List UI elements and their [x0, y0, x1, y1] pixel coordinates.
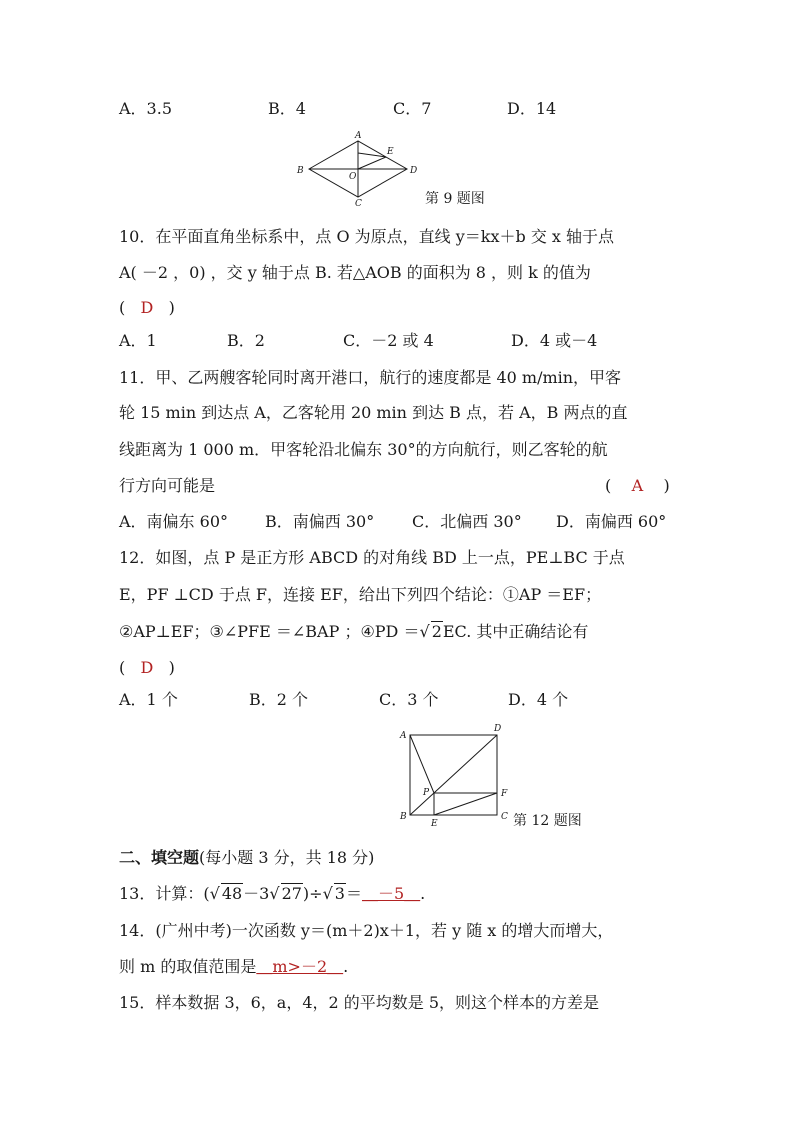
q12-figure-caption: 第 12 题图 [513, 813, 582, 829]
q15-line-1: 15．样本数据 3，6，a，4，2 的平均数是 5，则这个样本的方差是 [119, 993, 600, 1012]
q13-root-3: 3 [334, 884, 345, 903]
q11-answer-bracket [605, 476, 670, 496]
q13-mid: －3 [243, 884, 270, 903]
q12-label-f: F [501, 789, 508, 799]
q12-answer: D [140, 658, 154, 677]
q11-bracket-close: ) [663, 476, 670, 495]
q12-square-figure [396, 720, 516, 830]
q14-answer: ＿m>－2＿ [256, 957, 344, 976]
q14-line-1: 14．(广州中考)一次函数 y＝(m＋2)x＋1，若 y 随 x 的增大而增大， [119, 921, 614, 940]
q10-option-b: B．2 [227, 331, 265, 350]
q12-option-b: B．2 个 [249, 690, 309, 709]
q14-line-2-pre: 则 m 的取值范围是 [119, 957, 257, 976]
section2-title: 二、填空题 [119, 848, 200, 867]
q13-prefix: 13．计算：( [119, 884, 210, 903]
q10-option-d: D．4 或－4 [511, 331, 598, 350]
q14-end: . [343, 957, 349, 976]
q12-line-3-post: EC. 其中正确结论有 [442, 622, 589, 641]
q13-answer: ＿－5＿ [361, 884, 421, 903]
q10-answer: D [140, 298, 154, 317]
q11-bracket-open: ( [605, 476, 612, 495]
q12-label-a: A [400, 731, 407, 741]
q11-answer: A [631, 476, 644, 495]
q11-option-d: D．南偏西 60° [556, 512, 667, 531]
q9-label-e: E [387, 147, 394, 157]
q11-option-c: C．北偏西 30° [412, 512, 522, 531]
q13-div: )÷ [302, 884, 323, 903]
q9-label-o: O [349, 172, 357, 182]
q12-option-c: C．3 个 [379, 690, 439, 709]
q9-option-a: A．3.5 [119, 99, 173, 118]
q13-root-2: 27 [281, 884, 302, 903]
q12-option-a: A．1 个 [119, 690, 178, 709]
q10-line-1: 10．在平面直角坐标系中，点 O 为原点，直线 y＝kx＋b 交 x 轴于点 [119, 227, 615, 246]
q12-label-d: D [494, 724, 502, 734]
section2-heading [119, 848, 374, 868]
q14-line-2 [119, 957, 348, 977]
q12-line-3-pre: ②AP⊥EF；③∠PFE ＝∠BAP ；④PD ＝ [119, 622, 420, 641]
q9-rhombus-figure [292, 128, 422, 208]
q12-line-3 [119, 622, 588, 642]
q12-line-1: 12．如图，点 P 是正方形 ABCD 的对角线 BD 上一点，PE⊥BC 于点 [119, 548, 625, 567]
q9-option-c: C．7 [393, 99, 432, 118]
q12-bracket-open: ( [119, 658, 126, 677]
q10-option-a: A．1 [119, 331, 157, 350]
q9-figure-caption: 第 9 题图 [425, 191, 485, 207]
q10-answer-bracket [119, 298, 175, 318]
q12-label-b: B [400, 812, 407, 822]
q12-bracket-close: ) [168, 658, 175, 677]
q13-line: 13．计算：(√ 48－3√ 27)÷√ 3＝＿－5＿. [119, 884, 426, 903]
q12-sqrt-value: 2 [431, 622, 442, 641]
section2-note: (每小题 3 分，共 18 分) [199, 848, 375, 867]
q11-option-a: A．南偏东 60° [119, 512, 229, 531]
q11-option-b: B．南偏西 30° [265, 512, 375, 531]
q10-bracket-open: ( [119, 298, 126, 317]
q10-line-2: A( －2 ，0) ，交 y 轴于点 B. 若△AOB 的面积为 8 ，则 k 的值为 [119, 263, 591, 282]
q9-label-b: B [297, 166, 304, 176]
q12-option-d: D．4 个 [508, 690, 569, 709]
q10-option-c: C．－2 或 4 [343, 331, 434, 350]
q12-label-c: C [501, 812, 508, 822]
q11-line-1: 11．甲、乙两艘客轮同时离开港口，航行的速度都是 40 m/min，甲客 [119, 368, 622, 387]
q12-sqrt-sign: √ [419, 622, 430, 641]
q12-answer-bracket [119, 658, 175, 678]
q12-line-2: E，PF ⊥CD 于点 F，连接 EF，给出下列四个结论：①AP ＝EF； [119, 585, 602, 604]
q9-label-d: D [410, 166, 418, 176]
q11-line-2: 轮 15 min 到达点 A，乙客轮用 20 min 到达 B 点，若 A，B 两点的直 [119, 403, 628, 422]
q13-end: . [420, 884, 426, 903]
q10-bracket-close: ) [168, 298, 175, 317]
q9-option-b: B．4 [268, 99, 306, 118]
q13-root-1: 48 [221, 884, 243, 903]
q9-label-a: A [355, 131, 362, 141]
q12-label-e: E [431, 819, 438, 829]
q9-option-d: D．14 [507, 99, 557, 118]
q11-line-3: 线距离为 1 000 m．甲客轮沿北偏东 30°的方向航行，则乙客轮的航 [119, 440, 608, 459]
q11-line-4: 行方向可能是 [119, 476, 216, 495]
q13-eq: ＝ [345, 884, 362, 903]
q12-label-p: P [423, 788, 430, 798]
q9-label-c: C [355, 199, 362, 208]
